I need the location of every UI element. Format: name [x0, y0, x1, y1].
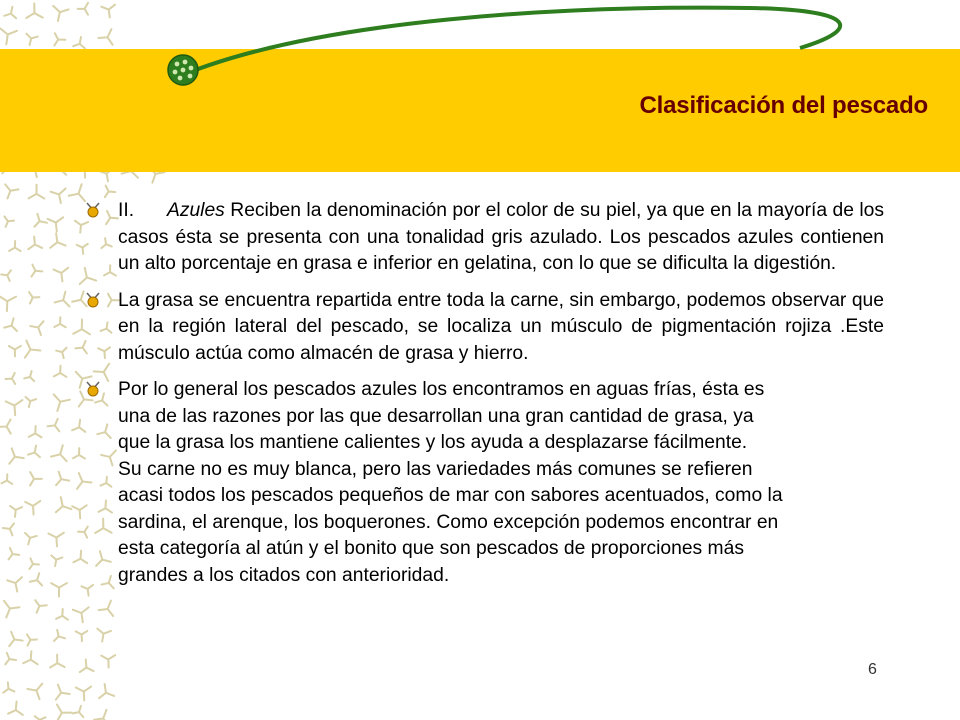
bullet-icon: [84, 201, 102, 219]
pattern-glyph: [53, 268, 68, 282]
pattern-glyph: [34, 214, 47, 227]
bullet-line: Su carne no es muy blanca, pero las variedades más comunes se refieren: [118, 458, 753, 480]
slide-title: Clasificación del pescado: [639, 92, 928, 119]
bullet-emphasis: Azules: [166, 200, 225, 221]
pattern-glyph: [56, 497, 71, 512]
green-dotted-ball-icon: [168, 55, 198, 85]
bullet-line: grandes a los citados con anterioridad.: [118, 564, 450, 586]
pattern-glyph: [28, 446, 40, 458]
pattern-glyph: [4, 216, 14, 226]
pattern-glyph: [7, 577, 22, 591]
pattern-glyph: [56, 348, 66, 358]
pattern-glyph: [94, 710, 109, 720]
pattern-glyph: [4, 601, 20, 618]
page-number: 6: [868, 661, 877, 678]
pattern-glyph: [54, 366, 67, 377]
pattern-glyph: [0, 296, 16, 311]
pattern-glyph: [50, 655, 65, 668]
pattern-glyph: [9, 241, 21, 251]
pattern-glyph: [76, 631, 88, 641]
pattern-glyph: [31, 265, 42, 277]
pattern-glyph: [6, 373, 16, 384]
pattern-glyph: [1, 474, 12, 484]
pattern-glyph: [51, 188, 66, 203]
pattern-glyph: [3, 523, 14, 535]
pattern-glyph: [30, 321, 43, 335]
pattern-glyph: [8, 702, 23, 715]
pattern-glyph: [25, 341, 41, 358]
pattern-glyph: [50, 233, 65, 247]
pattern-glyph: [54, 394, 70, 411]
pattern-glyph: [80, 660, 94, 673]
pattern-glyph: [10, 506, 22, 517]
pattern-glyph: [3, 682, 14, 692]
pattern-glyph: [56, 685, 70, 700]
pattern-glyph: [54, 317, 65, 327]
bullet-list: [84, 198, 884, 599]
pattern-glyph: [55, 292, 70, 307]
pattern-glyph: [27, 684, 42, 700]
pattern-glyph: [48, 419, 60, 432]
bullet-item-azules: [84, 198, 884, 278]
pattern-glyph: [6, 400, 23, 415]
bullet-line: sardina, el arenque, los boquerones. Como excepción podemos encontrar en: [118, 511, 779, 533]
pattern-glyph: [69, 184, 85, 201]
pattern-glyph: [26, 397, 37, 407]
pattern-glyph: [23, 651, 37, 664]
pattern-glyph: [99, 601, 113, 616]
pattern-glyph: [51, 555, 62, 566]
pattern-glyph: [48, 217, 63, 231]
pattern-glyph: [4, 318, 17, 331]
pattern-glyph: [51, 445, 67, 461]
pattern-glyph: [35, 716, 46, 720]
pattern-glyph: [73, 706, 84, 717]
bullet-line: que la grasa los mantiene calientes y los ayuda a desplazarse fácilmente.: [118, 432, 748, 453]
pattern-glyph: [30, 573, 42, 585]
pattern-glyph: [56, 609, 68, 620]
pattern-glyph: [24, 371, 34, 381]
pattern-glyph: [5, 184, 18, 198]
pattern-glyph: [0, 419, 11, 433]
swoosh-decoration: [0, 0, 960, 180]
pattern-glyph: [5, 653, 16, 664]
swoosh-line: [185, 8, 840, 74]
pattern-glyph: [9, 346, 21, 356]
bullet-text: La grasa se encuentra repartida entre toda la carne, sin embargo, podemos observar que en la región lateral del pescado, se localiza un músculo de pigmentación rojiza .Este músculo actúa como almacén de grasa y hierro.: [118, 289, 884, 364]
bullet-line: acasi todos los pescados pequeños de mar con sabores acentuados, como la: [118, 485, 783, 506]
pattern-glyph: [76, 687, 91, 701]
bullet-icon: [84, 291, 102, 309]
pattern-glyph: [9, 548, 20, 560]
pattern-glyph: [48, 533, 63, 547]
bullet-line: una de las razones por las que desarrollan una gran cantidad de grasa, ya: [118, 405, 754, 427]
pattern-glyph: [1, 270, 11, 281]
pattern-glyph: [54, 630, 65, 641]
pattern-glyph: [97, 629, 111, 642]
pattern-glyph: [99, 684, 114, 698]
bullet-item-grasa: [84, 288, 884, 368]
pattern-glyph: [25, 533, 37, 545]
pattern-glyph: [29, 185, 45, 199]
pattern-glyph: [29, 292, 39, 303]
pattern-glyph: [51, 583, 67, 597]
pattern-glyph: [73, 607, 89, 622]
pattern-glyph: [57, 704, 72, 720]
pattern-glyph: [30, 472, 42, 486]
pattern-glyph: [35, 600, 46, 613]
pattern-glyph: [9, 448, 23, 463]
bullet-line: esta categoría al atún y el bonito que son pescados de proporciones más: [118, 538, 744, 559]
bullet-icon: [84, 380, 102, 398]
bullet-line: Por lo general los pescados azules los encontramos en aguas frías, ésta es: [118, 379, 765, 400]
bullet-item-general: [84, 377, 884, 589]
pattern-glyph: [56, 472, 69, 486]
pattern-glyph: [25, 501, 40, 515]
pattern-glyph: [101, 655, 115, 667]
pattern-glyph: [27, 634, 37, 645]
bullet-prefix: II.: [118, 200, 135, 221]
pattern-glyph: [29, 558, 39, 569]
pattern-glyph: [28, 236, 42, 249]
pattern-glyph: [29, 426, 42, 437]
pattern-glyph: [105, 186, 115, 197]
bullet-text: Reciben la denominación por el color de su piel, ya que en la mayoría de los casos ésta se presenta con una tonalidad gris azulado. Los pescados azules contienen un alto porcentaje en grasa e inferior en gelatina, con lo que se dificulta la digestión.: [118, 200, 885, 274]
pattern-glyph: [9, 632, 22, 646]
